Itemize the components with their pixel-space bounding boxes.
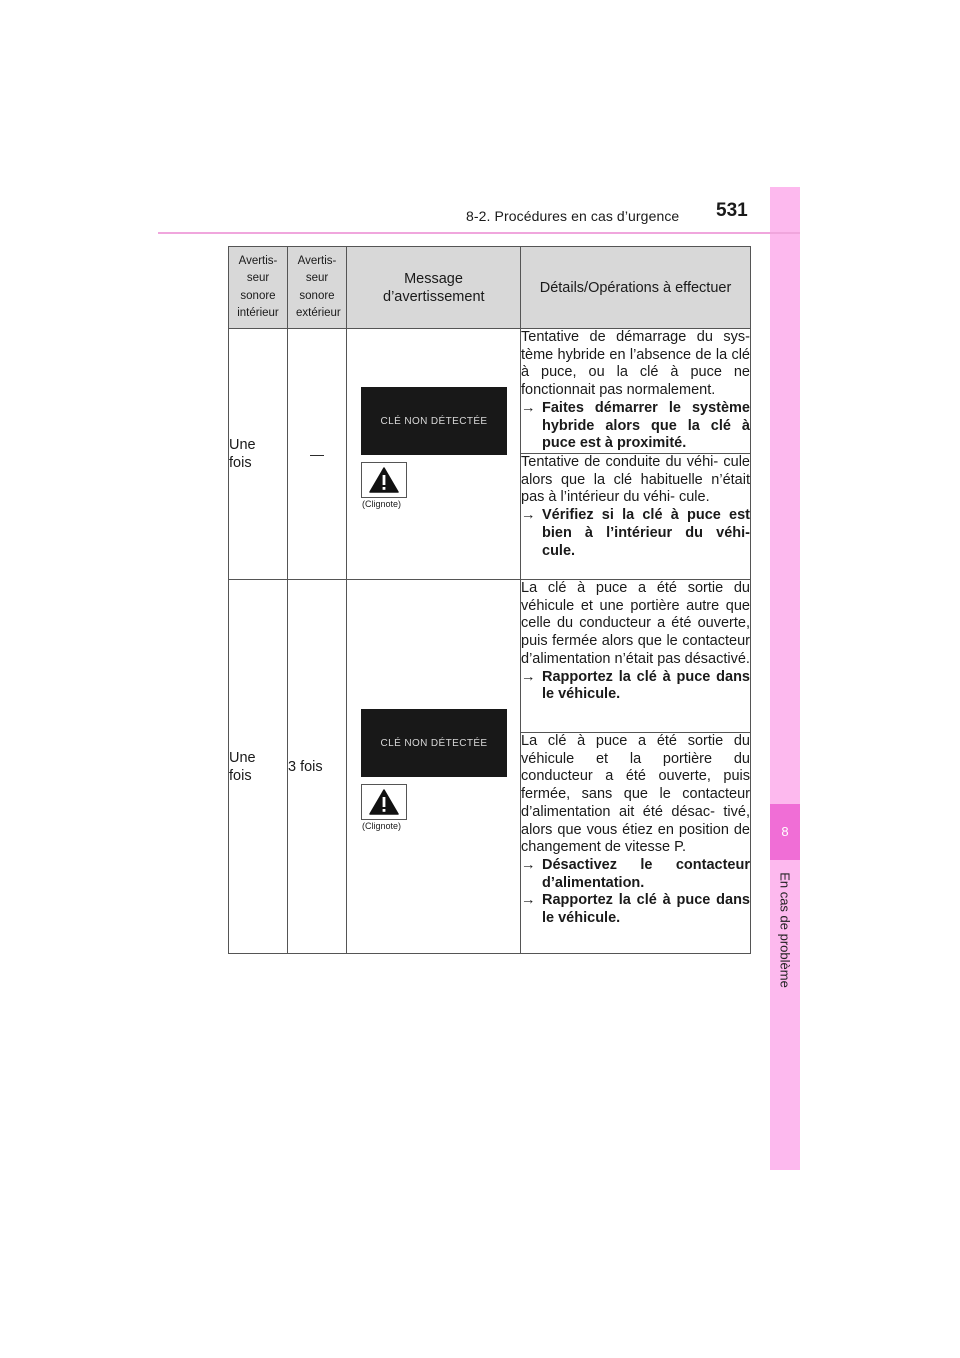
- header-message: Message d’avertissement: [347, 247, 521, 329]
- table-row: [229, 329, 751, 454]
- message-cell: [347, 580, 521, 954]
- action-item: → Rapportez la clé à puce dans le véhicule.: [521, 668, 750, 703]
- header-rule: [158, 232, 800, 234]
- case-description: La clé à puce a été sortie du véhicule et une portière autre que celle du conducteur a été ouverte, puis fermée alors que le contacteur d’alimentation n’était pas désactivé.: [521, 580, 750, 667]
- header-exterior-buzzer: Avertis- seur sonore extérieur: [288, 247, 347, 329]
- action-item: → Désactivez le contacteur d’alimentation.: [521, 856, 750, 891]
- header-details: Détails/Opérations à effectuer: [521, 247, 751, 329]
- warning-triangle-icon: [361, 462, 407, 498]
- interior-buzzer-cell: Une fois: [229, 580, 288, 954]
- warning-triangle-icon: [361, 784, 407, 820]
- table-row: [229, 580, 751, 733]
- chapter-label: En cas de problème: [777, 872, 793, 988]
- action-item: → Faites démarrer le système hybride alors que la clé à puce est à proximité.: [521, 399, 750, 452]
- arrow-icon: →: [521, 892, 536, 909]
- message-cell: [347, 329, 521, 580]
- arrow-icon: →: [521, 507, 536, 524]
- chapter-number: 8: [781, 824, 789, 839]
- details-cell: [521, 454, 751, 580]
- case-description: Tentative de démarrage du sys- tème hybride en l’absence de la clé à puce, ou la clé à puce ne fonctionnait pas normalement.: [521, 329, 750, 399]
- blink-note: (Clignote): [362, 821, 402, 831]
- table-header-row: [229, 247, 751, 329]
- arrow-icon: →: [521, 668, 536, 685]
- warning-table: [228, 246, 751, 954]
- arrow-icon: →: [521, 399, 536, 416]
- header-interior-buzzer: Avertis- seur sonore intérieur: [229, 247, 288, 329]
- page-number: 531: [716, 200, 748, 221]
- details-cell: [521, 733, 751, 954]
- interior-buzzer-cell: Une fois: [229, 329, 288, 580]
- display-message: CLÉ NON DÉTECTÉE: [361, 387, 507, 455]
- case-description: La clé à puce a été sortie du véhicule et la portière du conducteur a été ouverte, puis fermée, sans que le contacteur d’alimentation ait été désac- tivé, alors que vous étiez en position de changement de vitesse P.: [521, 733, 750, 856]
- exterior-buzzer-cell: —: [288, 329, 347, 580]
- action-item: → Rapportez la clé à puce dans le véhicule.: [521, 892, 750, 927]
- side-tab: [770, 187, 800, 1170]
- exterior-buzzer-cell: 3 fois: [288, 580, 347, 954]
- action-item: → Vérifiez si la clé à puce est bien à l’intérieur du véhi- cule.: [521, 507, 750, 559]
- blink-note: (Clignote): [362, 499, 402, 509]
- case-description: Tentative de conduite du véhi- cule alors que la clé habituelle n’était pas à l’intérieur du véhi- cule.: [521, 454, 750, 506]
- section-title: 8-2. Procédures en cas d’urgence: [466, 208, 680, 224]
- arrow-icon: →: [521, 856, 536, 873]
- display-message: CLÉ NON DÉTECTÉE: [361, 709, 507, 777]
- details-cell: [521, 580, 751, 733]
- details-cell: [521, 329, 751, 454]
